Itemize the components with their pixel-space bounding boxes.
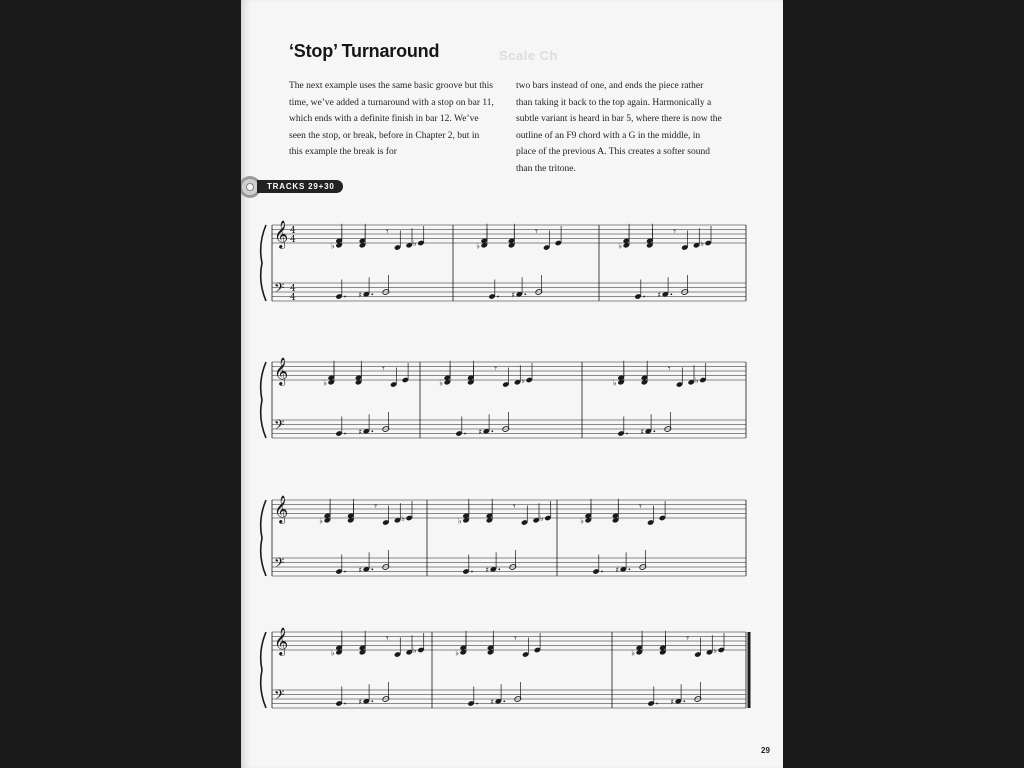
sharp-accidental: ♯ <box>478 427 483 437</box>
paragraph-right: two bars instead of one, and ends the piece rather than taking it back to the top again. Harmonically a subtle variant is heard in bar 5, where there is now the outline of an F9 chord with a G in the middle, in place of the previous A. This creates a softer sound than the tritone. <box>516 81 722 174</box>
bass-clef: 𝄢 <box>274 417 285 436</box>
dot <box>498 568 500 570</box>
flat-accidental: ♭ <box>694 376 699 385</box>
sharp-accidental: ♯ <box>485 565 490 575</box>
time-signature-bottom: 4 <box>290 235 296 245</box>
bass-clef: 𝄢 <box>274 687 285 706</box>
paragraph-left: The next example uses the same basic groove but this time, we’ve added a turnaround with a stop on bar 11, which ends with a definite finish in bar 12. We’ve seen the stop, or break, before in Chapter 2, but in this example the break is for <box>289 81 494 158</box>
eighth-rest: 𝄾 <box>638 500 642 513</box>
dot <box>371 293 373 295</box>
treble-clef: 𝄞 <box>274 220 289 248</box>
eighth-rest: 𝄾 <box>512 500 516 513</box>
dot <box>653 430 655 432</box>
flat-accidental: ♭ <box>580 516 584 526</box>
book-page <box>241 0 783 768</box>
flat-accidental: ♭ <box>476 241 480 251</box>
flat-accidental: ♭ <box>319 516 324 526</box>
eighth-rest: 𝄾 <box>534 225 538 238</box>
time-signature-top: 4 <box>290 284 296 294</box>
sharp-accidental: ♯ <box>615 565 620 575</box>
sharp-accidental: ♯ <box>640 427 645 437</box>
dot <box>344 433 346 435</box>
sharp-accidental: ♯ <box>358 565 363 575</box>
bass-clef: 𝄢 <box>274 280 285 299</box>
dot <box>371 430 373 432</box>
eighth-rest: 𝄾 <box>667 362 671 375</box>
flat-accidental: ♭ <box>713 646 717 655</box>
eighth-rest: 𝄾 <box>385 632 389 645</box>
dot <box>670 293 672 295</box>
flat-accidental: ♭ <box>631 648 636 658</box>
treble-clef: 𝄞 <box>274 495 289 523</box>
system-brace <box>261 362 266 438</box>
dot <box>491 430 493 432</box>
flat-accidental: ♭ <box>618 241 623 251</box>
dot <box>524 293 526 295</box>
page-title: ‘Stop’ Turnaround <box>289 41 440 61</box>
flat-accidental: ♭ <box>613 378 617 388</box>
sharp-accidental: ♯ <box>358 427 363 437</box>
music-score <box>241 0 783 768</box>
eighth-rest: 𝄾 <box>686 632 690 645</box>
dot <box>471 571 473 573</box>
flat-accidental: ♭ <box>401 514 405 523</box>
flat-accidental: ♭ <box>331 241 335 251</box>
track-badge: TRACKS 29+30 <box>257 180 343 193</box>
dot <box>344 703 346 705</box>
dot <box>464 433 466 435</box>
flat-accidental: ♭ <box>539 514 544 523</box>
dot <box>601 571 603 573</box>
dot <box>344 296 346 298</box>
dot <box>643 296 645 298</box>
sharp-accidental: ♯ <box>358 290 363 300</box>
system-brace <box>261 225 266 301</box>
eighth-rest: 𝄾 <box>494 362 498 375</box>
dot <box>656 703 658 705</box>
flat-accidental: ♭ <box>521 376 525 385</box>
treble-clef: 𝄞 <box>274 627 289 655</box>
flat-accidental: ♭ <box>412 239 417 248</box>
treble-clef: 𝄞 <box>274 357 289 385</box>
time-signature-top: 4 <box>290 226 296 236</box>
flat-accidental: ♭ <box>323 378 327 388</box>
dot <box>626 433 628 435</box>
dot <box>371 568 373 570</box>
system-brace <box>261 500 266 576</box>
sharp-accidental: ♯ <box>490 697 495 707</box>
sharp-accidental: ♯ <box>670 697 675 707</box>
eighth-rest: 𝄾 <box>513 632 517 645</box>
dot <box>628 568 630 570</box>
sharp-accidental: ♯ <box>511 290 516 300</box>
eighth-rest: 𝄾 <box>374 500 378 513</box>
flat-accidental: ♭ <box>458 516 462 526</box>
dot <box>344 571 346 573</box>
page-number: 29 <box>761 746 770 755</box>
system-brace <box>261 632 266 708</box>
flat-accidental: ♭ <box>700 239 704 248</box>
flat-accidental: ♭ <box>331 648 335 658</box>
dot <box>371 700 373 702</box>
sharp-accidental: ♯ <box>358 697 363 707</box>
eighth-rest: 𝄾 <box>673 225 677 238</box>
sharp-accidental: ♯ <box>657 290 662 300</box>
eighth-rest: 𝄾 <box>381 362 385 375</box>
flat-accidental: ♭ <box>455 648 459 658</box>
dot <box>497 296 499 298</box>
bass-clef: 𝄢 <box>274 555 285 574</box>
dot <box>476 703 478 705</box>
dot <box>683 700 685 702</box>
show-through-heading: Scale Ch <box>499 48 558 63</box>
eighth-rest: 𝄾 <box>385 225 389 238</box>
dot <box>503 700 505 702</box>
flat-accidental: ♭ <box>439 378 444 388</box>
flat-accidental: ♭ <box>412 646 417 655</box>
time-signature-bottom: 4 <box>290 293 296 303</box>
